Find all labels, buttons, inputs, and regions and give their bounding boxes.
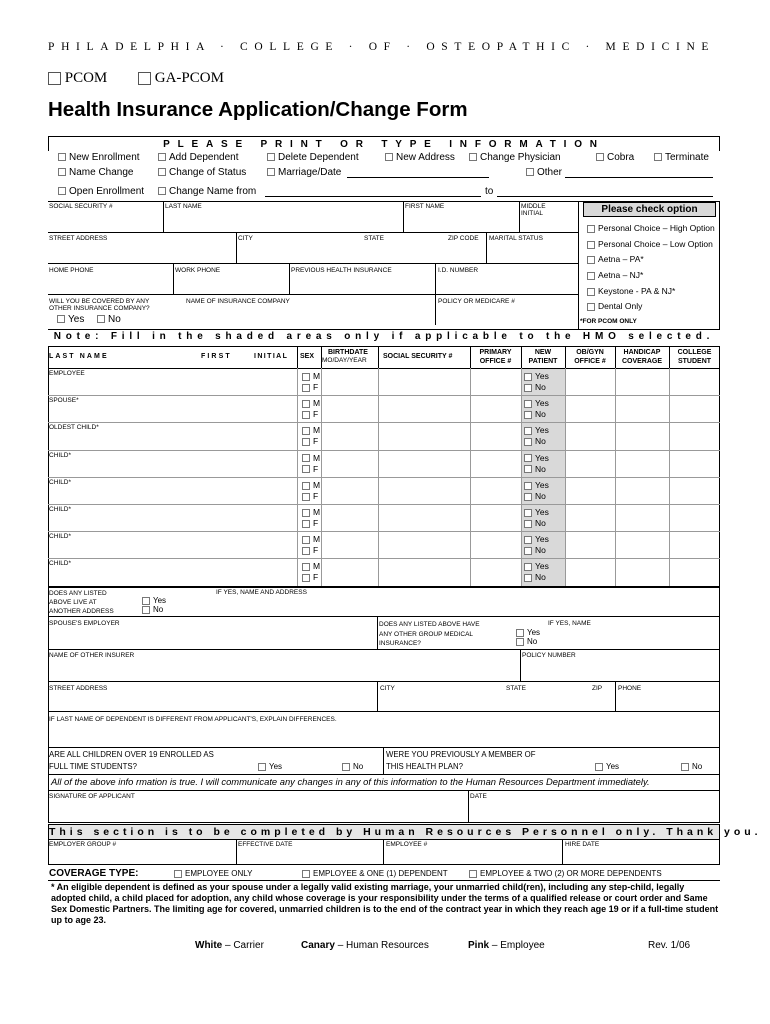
plan-footnote: *FOR PCOM ONLY <box>580 318 637 325</box>
listed-elsewhere-yes[interactable]: Yes <box>142 596 166 605</box>
new-patient-yes[interactable]: Yes <box>524 371 549 381</box>
new-patient-yes[interactable]: Yes <box>524 561 549 571</box>
spouse-employer-label: SPOUSE'S EMPLOYER <box>49 620 120 627</box>
option-change-name-from[interactable]: Change Name from <box>158 186 256 197</box>
id-number-label: I.D. NUMBER <box>438 267 479 274</box>
children-19-yes[interactable]: Yes <box>258 762 282 771</box>
sex-f-checkbox[interactable]: F <box>302 491 318 501</box>
dependent-row-label: CHILD* <box>49 451 72 459</box>
dependent-row <box>49 532 719 558</box>
copy-canary: Canary – Human Resources <box>301 940 429 951</box>
dependent-row <box>49 505 719 531</box>
plan-aetna-nj[interactable]: Aetna – NJ* <box>587 270 643 280</box>
covered-other-label: WILL YOU BE COVERED BY ANY OTHER INSURANCE COMPANY? <box>49 298 150 312</box>
new-patient-no[interactable]: No <box>524 572 546 582</box>
sex-m-checkbox[interactable]: M <box>302 534 320 544</box>
policy-medicare-field[interactable] <box>436 307 577 324</box>
option-delete-dependent[interactable]: Delete Dependent <box>267 152 359 163</box>
plan-keystone[interactable]: Keystone - PA & NJ* <box>587 286 675 296</box>
dependent-row-label: OLDEST CHILD* <box>49 424 99 432</box>
street-label: STREET ADDRESS <box>49 235 108 242</box>
plan-aetna-pa[interactable]: Aetna – PA* <box>587 254 644 264</box>
revision: Rev. 1/06 <box>648 940 691 951</box>
first-name-label: FIRST NAME <box>405 203 445 210</box>
last-name-label: LAST NAME <box>165 203 202 210</box>
new-patient-no[interactable]: No <box>524 382 546 392</box>
plan-pc-high[interactable]: Personal Choice – High Option <box>587 223 715 233</box>
listed-elsewhere-no[interactable]: No <box>142 605 163 614</box>
dependent-row <box>49 478 719 504</box>
date-label: DATE <box>470 793 487 800</box>
sex-m-checkbox[interactable]: M <box>302 507 320 517</box>
col-birthdate: BIRTHDATE <box>328 349 368 356</box>
insurer-city-label: CITY <box>380 685 395 692</box>
new-patient-no[interactable]: No <box>524 464 546 474</box>
zip-label: ZIP CODE <box>448 235 479 242</box>
sex-m-checkbox[interactable]: M <box>302 561 320 571</box>
plan-dental[interactable]: Dental Only <box>587 301 642 311</box>
ins-co-field[interactable] <box>185 307 433 324</box>
col-initial: INITIAL <box>254 353 289 360</box>
sex-f-checkbox[interactable]: F <box>302 382 318 392</box>
if-yes-name-address-label: IF YES, NAME AND ADDRESS <box>216 589 307 596</box>
insurer-street-label: STREET ADDRESS <box>49 685 108 692</box>
dependent-definition: * An eligible dependent is defined as your spouse under a legally valid existing marriage, your unmarried child(ren), including any step-child, legally adopted child, a child placed for adoption, any child whose coverage is your responsibility under the terms of a qualified release or court order and Same Sex Domestic Partners. The limiting age for covered, unmarried children is to the end of the contract year in which they reach age 19 or if a full-time student up to age 23. <box>51 882 719 925</box>
employer-group-label: EMPLOYER GROUP # <box>49 841 117 848</box>
primary-office-cell[interactable] <box>470 451 521 477</box>
hmo-note: Note: Fill in the shaded areas only if applicable to the HMO selected. <box>53 331 715 342</box>
dependent-row <box>49 559 719 585</box>
option-open-enrollment[interactable]: Open Enrollment <box>58 186 144 197</box>
city-field[interactable] <box>237 243 485 262</box>
sex-m-checkbox[interactable]: M <box>302 371 320 381</box>
sex-f-checkbox[interactable]: F <box>302 572 318 582</box>
new-patient-no[interactable]: No <box>524 491 546 501</box>
new-patient-yes[interactable]: Yes <box>524 480 549 490</box>
different-last-label: IF LAST NAME OF DEPENDENT IS DIFFERENT FROM APPLICANT'S, EXPLAIN DIFFERENCES. <box>49 716 337 723</box>
prev-insurance-label: PREVIOUS HEALTH INSURANCE <box>291 267 392 274</box>
primary-office-cell[interactable] <box>470 423 521 449</box>
option-add-dependent[interactable]: Add Dependent <box>158 152 239 163</box>
different-last-field[interactable] <box>49 724 719 746</box>
new-patient-yes[interactable]: Yes <box>524 453 549 463</box>
hire-date-label: HIRE DATE <box>565 841 600 848</box>
certification-text: All of the above info rmation is true. I will communicate any changes in any of this information to the Human Resources Department immediately. <box>51 776 650 787</box>
primary-office-cell[interactable] <box>470 559 521 585</box>
col-obgyn: OB/GYN OFFICE # <box>574 349 606 365</box>
sex-m-checkbox[interactable]: M <box>302 398 320 408</box>
option-change-physician[interactable]: Change Physician <box>469 152 561 163</box>
plan-title-box: Please check option <box>583 202 716 217</box>
option-new-address[interactable]: New Address <box>385 152 455 163</box>
middle-initial-field[interactable] <box>520 218 577 231</box>
primary-office-cell[interactable] <box>470 532 521 558</box>
sex-m-checkbox[interactable]: M <box>302 453 320 463</box>
work-phone-label: WORK PHONE <box>175 267 221 274</box>
sex-f-checkbox[interactable]: F <box>302 545 318 555</box>
col-sex: SEX <box>300 353 315 360</box>
last-name-field[interactable] <box>164 210 402 230</box>
signature-field[interactable] <box>49 801 467 821</box>
policy-number-field[interactable] <box>521 661 719 680</box>
dependent-row <box>49 423 719 449</box>
dependent-row-label: SPOUSE* <box>49 397 79 405</box>
new-patient-no[interactable]: No <box>524 545 546 555</box>
primary-office-cell[interactable] <box>470 369 521 395</box>
ssn-label: SOCIAL SECURITY # <box>49 203 113 210</box>
option-new-enrollment[interactable]: New Enrollment <box>58 152 140 163</box>
id-number-field[interactable] <box>436 276 577 293</box>
plan-pc-low[interactable]: Personal Choice – Low Option <box>587 239 713 249</box>
previously-member-label: WERE YOU PREVIOUSLY A MEMBER OF THIS HEALTH PLAN? <box>386 750 536 771</box>
policy-number-label: POLICY NUMBER <box>522 652 576 659</box>
new-patient-yes[interactable]: Yes <box>524 425 549 435</box>
sex-m-checkbox[interactable]: M <box>302 480 320 490</box>
covered-yes[interactable]: Yes <box>57 314 84 325</box>
option-terminate[interactable]: Terminate <box>654 152 709 163</box>
first-name-field[interactable] <box>404 210 518 230</box>
prev-insurance-field[interactable] <box>290 276 434 293</box>
col-handicap: HANDICAP COVERAGE <box>621 349 663 365</box>
home-phone-label: HOME PHONE <box>49 267 94 274</box>
gapcom-checkbox[interactable] <box>138 72 151 85</box>
copy-pink: Pink – Employee <box>468 940 545 951</box>
sex-f-checkbox[interactable]: F <box>302 436 318 446</box>
new-patient-no[interactable]: No <box>524 409 546 419</box>
print-banner: PLEASE PRINT OR TYPE INFORMATION <box>48 136 720 151</box>
children-19-no[interactable]: No <box>342 762 363 771</box>
primary-office-cell[interactable] <box>470 478 521 504</box>
page-title: Health Insurance Application/Change Form <box>48 98 468 121</box>
gapcom-label: GA-PCOM <box>154 70 224 86</box>
other-insurer-field[interactable] <box>49 661 519 680</box>
previously-yes[interactable]: Yes <box>595 762 619 771</box>
to-label: to <box>485 186 494 197</box>
dependent-row <box>49 451 719 477</box>
covered-no[interactable]: No <box>97 314 121 325</box>
new-patient-yes[interactable]: Yes <box>524 398 549 408</box>
spouse-employer-field[interactable] <box>49 628 376 648</box>
col-college-student: COLLEGE STUDENT <box>677 349 712 365</box>
policy-medicare-label: POLICY OR MEDICARE # <box>438 298 515 305</box>
col-new-patient: NEW PATIENT <box>528 349 558 365</box>
option-marriage-date[interactable]: Marriage/Date <box>267 167 341 178</box>
state-label: STATE <box>364 235 384 242</box>
option-change-status[interactable]: Change of Status <box>158 167 246 178</box>
new-patient-no[interactable]: No <box>524 518 546 528</box>
coverage-employee-one[interactable]: EMPLOYEE & ONE (1) DEPENDENT <box>302 869 448 878</box>
previously-no[interactable]: No <box>681 762 702 771</box>
option-cobra[interactable]: Cobra <box>596 152 634 163</box>
option-name-change[interactable]: Name Change <box>58 167 133 178</box>
new-patient-yes[interactable]: Yes <box>524 534 549 544</box>
pcom-checkbox[interactable] <box>48 72 61 85</box>
gapcom-option[interactable] <box>138 70 224 87</box>
pcom-option[interactable] <box>48 70 107 87</box>
name-ins-co-label: NAME OF INSURANCE COMPANY <box>186 298 290 305</box>
other-group-label: DOES ANY LISTED ABOVE HAVE ANY OTHER GROUP MEDICAL INSURANCE? <box>379 621 480 647</box>
signature-label: SIGNATURE OF APPLICANT <box>49 793 135 800</box>
dependent-row-label: CHILD* <box>49 506 72 513</box>
coverage-employee-only[interactable]: EMPLOYEE ONLY <box>174 869 252 878</box>
col-birthdate-sub: MO/DAY/YEAR <box>322 357 367 364</box>
dependent-row-label: CHILD* <box>49 478 72 486</box>
other-address-field[interactable] <box>216 597 719 615</box>
other-group-no[interactable]: No <box>516 637 537 646</box>
street-field[interactable] <box>49 243 235 262</box>
dependent-row-label: EMPLOYEE <box>49 370 85 377</box>
sex-f-checkbox[interactable]: F <box>302 409 318 419</box>
coverage-type-label: COVERAGE TYPE: <box>49 868 139 879</box>
marital-field[interactable] <box>487 243 577 262</box>
primary-office-cell[interactable] <box>470 505 521 531</box>
city-label: CITY <box>238 235 253 242</box>
dependent-row-label: CHILD* <box>49 560 72 568</box>
ssn-field[interactable] <box>49 210 162 230</box>
sex-f-checkbox[interactable]: F <box>302 518 318 528</box>
other-group-yes[interactable]: Yes <box>516 628 540 637</box>
insurer-phone-label: PHONE <box>618 685 642 692</box>
home-phone-field[interactable] <box>49 276 172 293</box>
effective-date-label: EFFECTIVE DATE <box>238 841 293 848</box>
col-last-name: LAST NAME <box>49 353 109 360</box>
if-yes-name-label: IF YES, NAME <box>548 620 591 627</box>
insurer-zip-label: ZIP <box>592 685 603 692</box>
coverage-employee-two[interactable]: EMPLOYEE & TWO (2) OR MORE DEPENDENTS <box>469 869 662 878</box>
option-other[interactable]: Other <box>526 167 562 178</box>
middle-initial-label: MIDDLE INITIAL <box>521 203 546 217</box>
dependent-row-label: CHILD* <box>49 533 72 541</box>
col-first: FIRST <box>201 353 232 360</box>
pcom-label: PCOM <box>64 70 108 86</box>
copy-white: White – Carrier <box>195 940 264 951</box>
new-patient-yes[interactable]: Yes <box>524 507 549 517</box>
col-ssn: SOCIAL SECURITY # <box>383 353 453 360</box>
sex-m-checkbox[interactable]: M <box>302 425 320 435</box>
work-phone-field[interactable] <box>174 276 288 293</box>
college-name: PHILADELPHIA · COLLEGE · OF · OSTEOPATHIC · MEDICINE <box>48 41 716 53</box>
date-field[interactable] <box>469 801 719 821</box>
sex-f-checkbox[interactable]: F <box>302 464 318 474</box>
employee-number-label: EMPLOYEE # <box>386 841 428 848</box>
marital-label: MARITAL STATUS <box>489 235 543 242</box>
dependent-row <box>49 396 719 422</box>
listed-elsewhere-label: DOES ANY LISTED ABOVE LIVE AT ANOTHER ADDRESS <box>49 590 114 615</box>
primary-office-cell[interactable] <box>470 396 521 422</box>
hr-banner: This section is to be completed by Human Resources Personnel only. Thank you. <box>49 826 762 838</box>
other-insurer-label: NAME OF OTHER INSURER <box>49 652 135 659</box>
new-patient-no[interactable]: No <box>524 436 546 446</box>
insurer-state-label: STATE <box>506 685 526 692</box>
children-19-label: ARE ALL CHILDREN OVER 19 ENROLLED AS FULL TIME STUDENTS? <box>49 750 214 771</box>
col-primary-office: PRIMARY OFFICE # <box>479 349 512 365</box>
dependent-row <box>49 369 719 395</box>
